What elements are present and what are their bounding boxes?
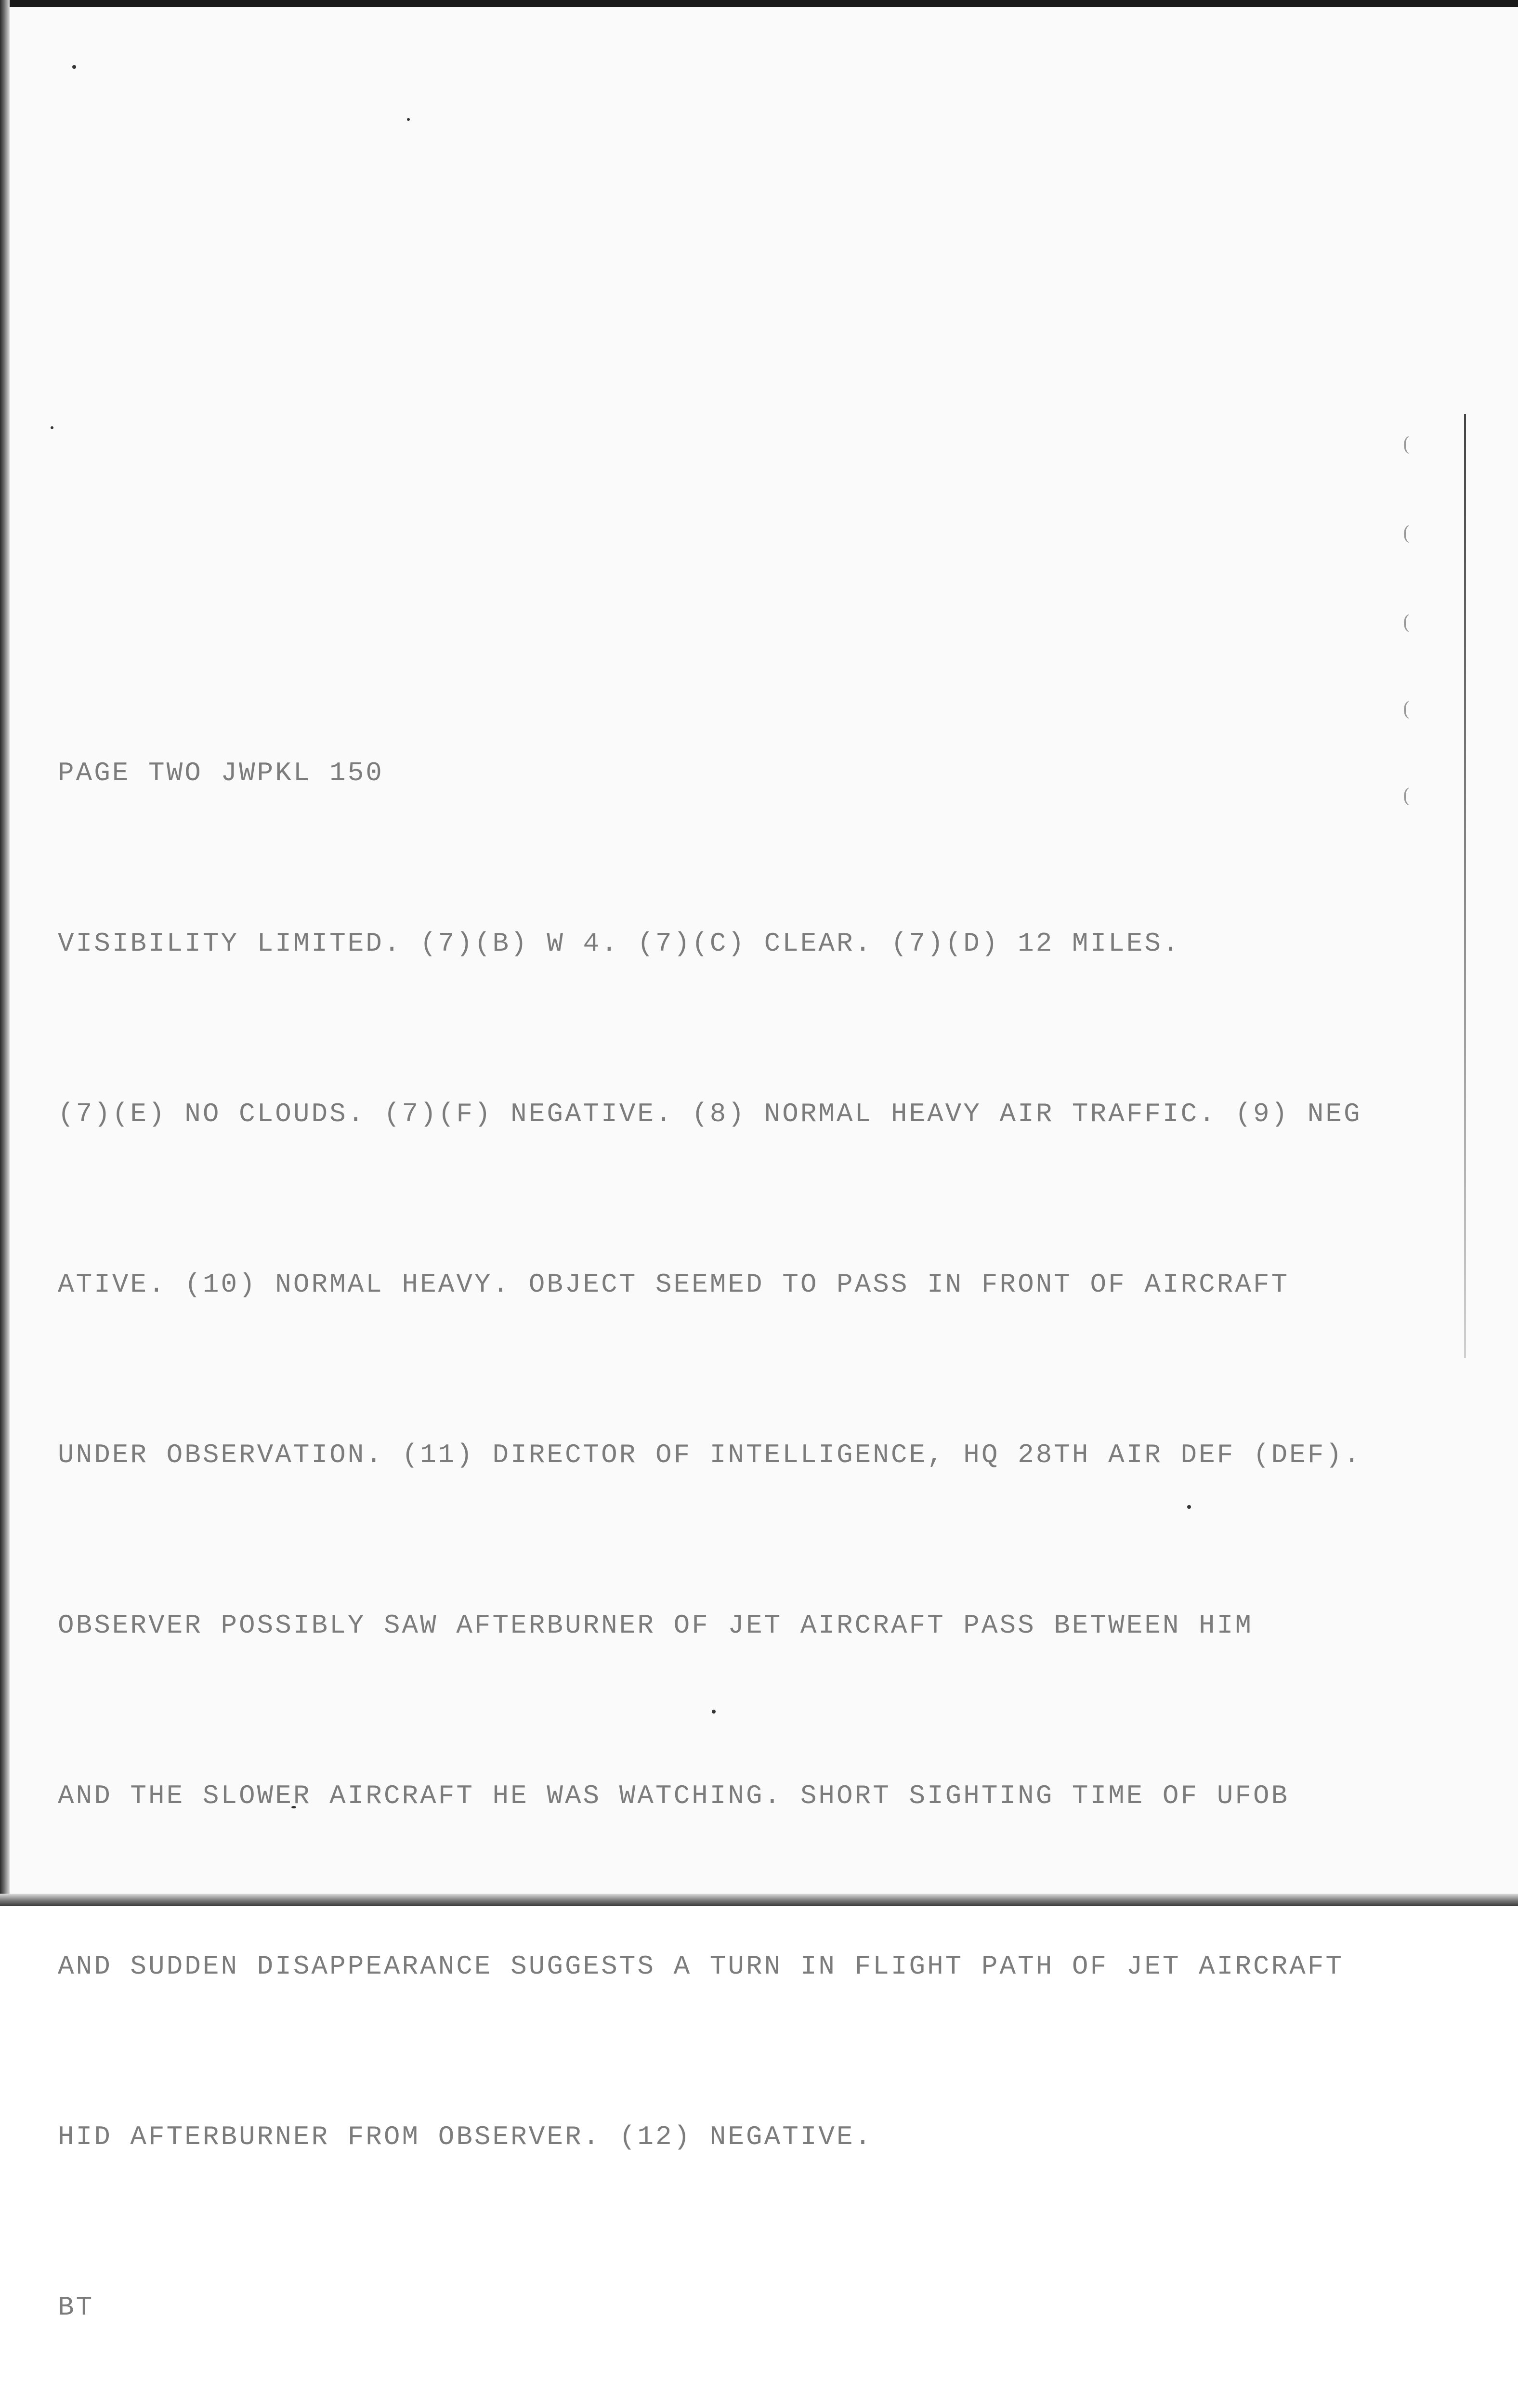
margin-tick-mark: ( xyxy=(1402,433,1410,456)
margin-tick-mark: ( xyxy=(1402,523,1410,545)
message-line: VISIBILITY LIMITED. (7)(B) W 4. (7)(C) CLEAR. (7)(D) 12 MILES. xyxy=(58,928,1181,959)
margin-tick-mark: ( xyxy=(1402,785,1410,807)
margin-tick-mark: ( xyxy=(1402,698,1410,720)
scan-speck xyxy=(72,65,76,69)
break-marker: BT xyxy=(58,2292,94,2323)
message-line: (7)(E) NO CLOUDS. (7)(F) NEGATIVE. (8) NORMAL HEAVY AIR TRAFFIC. (9) NEG xyxy=(58,1099,1362,1129)
scan-speck xyxy=(51,426,53,429)
message-line: ATIVE. (10) NORMAL HEAVY. OBJECT SEEMED TO PASS IN FRONT OF AIRCRAFT xyxy=(58,1269,1290,1300)
message-line: AND THE SLOWER AIRCRAFT HE WAS WATCHING. SHORT SIGHTING TIME OF UFOB xyxy=(58,1780,1290,1811)
message-line: AND SUDDEN DISAPPEARANCE SUGGESTS A TURN IN FLIGHT PATH OF JET AIRCRAFT xyxy=(58,1951,1344,1982)
message-line: HID AFTERBURNER FROM OBSERVER. (12) NEGATIVE. xyxy=(58,2121,873,2152)
margin-rule xyxy=(1464,414,1466,1358)
scan-speck xyxy=(407,118,410,121)
margin-tick-mark: ( xyxy=(1402,612,1410,634)
teletype-message xyxy=(58,631,1362,2408)
message-header: PAGE TWO JWPKL 150 xyxy=(58,758,384,788)
scan-border-left xyxy=(0,0,10,1906)
scan-border-top xyxy=(0,0,1518,7)
message-line: UNDER OBSERVATION. (11) DIRECTOR OF INTELLIGENCE, HQ 28TH AIR DEF (DEF). xyxy=(58,1440,1362,1470)
message-line: OBSERVER POSSIBLY SAW AFTERBURNER OF JET AIRCRAFT PASS BETWEEN HIM xyxy=(58,1610,1253,1641)
